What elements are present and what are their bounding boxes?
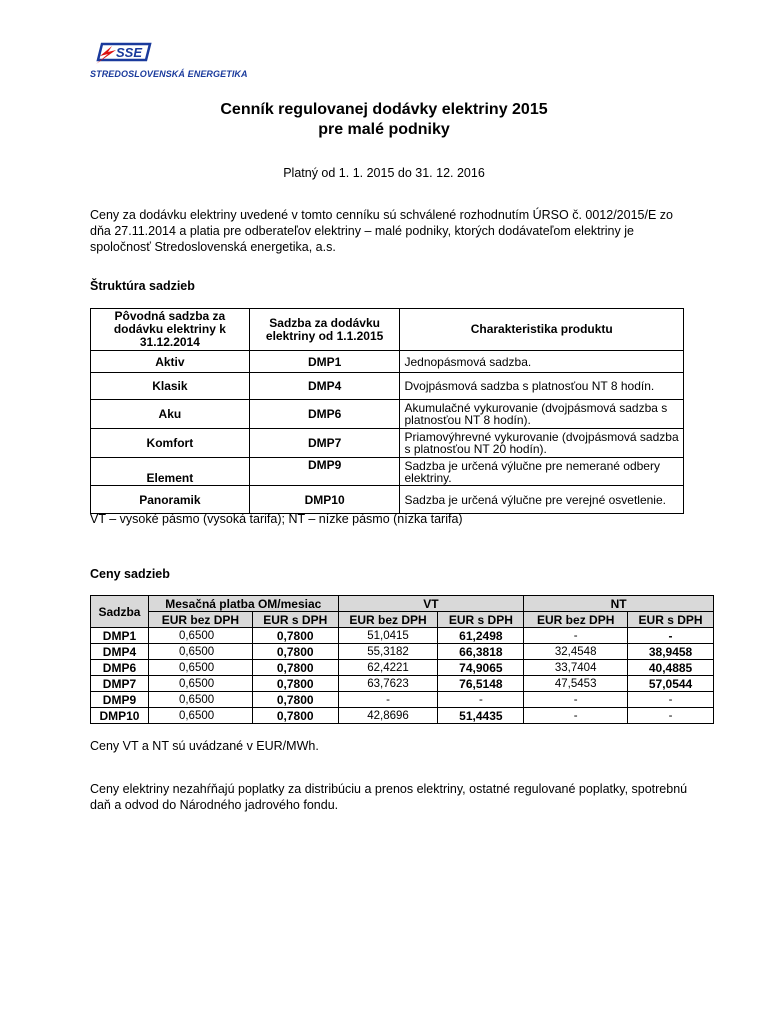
nt-s: 57,0544 bbox=[628, 676, 714, 692]
om-bez: 0,6500 bbox=[148, 708, 252, 724]
nt-s: - bbox=[628, 708, 714, 724]
table-row bbox=[91, 692, 714, 708]
nt-s: - bbox=[628, 692, 714, 708]
nt-bez: - bbox=[524, 708, 628, 724]
old-tariff: Panoramik bbox=[91, 486, 250, 514]
tariff-name: DMP10 bbox=[91, 708, 149, 724]
om-bez: 0,6500 bbox=[148, 644, 252, 660]
new-tariff: DMP1 bbox=[249, 351, 400, 373]
sub-s: EUR s DPH bbox=[438, 612, 524, 628]
new-tariff: DMP7 bbox=[249, 429, 400, 458]
tariff-description: Akumulačné vykurovanie (dvojpásmová sadzba s platnosťou NT 8 hodín). bbox=[400, 400, 684, 429]
om-bez: 0,6500 bbox=[148, 676, 252, 692]
structure-col-desc: Charakteristika produktu bbox=[400, 309, 684, 351]
group-om: Mesačná platba OM/mesiac bbox=[148, 596, 338, 612]
old-tariff: Aku bbox=[91, 400, 250, 429]
vt-s: 61,2498 bbox=[438, 628, 524, 644]
sub-s: EUR s DPH bbox=[628, 612, 714, 628]
om-bez: 0,6500 bbox=[148, 660, 252, 676]
om-bez: 0,6500 bbox=[148, 692, 252, 708]
nt-bez: 32,4548 bbox=[524, 644, 628, 660]
logo-mark: SSE bbox=[116, 45, 143, 60]
om-s: 0,7800 bbox=[252, 644, 338, 660]
vt-bez: 42,8696 bbox=[338, 708, 438, 724]
sub-bez: EUR bez DPH bbox=[524, 612, 628, 628]
vt-bez: 51,0415 bbox=[338, 628, 438, 644]
nt-bez: 33,7404 bbox=[524, 660, 628, 676]
om-s: 0,7800 bbox=[252, 692, 338, 708]
tariff-description: Jednopásmová sadzba. bbox=[400, 351, 684, 373]
old-tariff: Klasik bbox=[91, 373, 250, 400]
table-row bbox=[91, 400, 684, 429]
company-name: STREDOSLOVENSKÁ ENERGETIKA bbox=[90, 69, 248, 79]
old-tariff: Aktiv bbox=[91, 351, 250, 373]
om-bez: 0,6500 bbox=[148, 628, 252, 644]
vt-s: - bbox=[438, 692, 524, 708]
vt-s: 66,3818 bbox=[438, 644, 524, 660]
tariff-description: Sadzba je určená výlučne pre nemerané odbery elektriny. bbox=[400, 458, 684, 486]
structure-col-new: Sadzba za dodávku elektriny od 1.1.2015 bbox=[249, 309, 400, 351]
vt-s: 74,9065 bbox=[438, 660, 524, 676]
structure-col-old: Pôvodná sadzba za dodávku elektriny k 31.12.2014 bbox=[91, 309, 250, 351]
nt-s: 38,9458 bbox=[628, 644, 714, 660]
new-tariff: DMP9 bbox=[249, 458, 400, 486]
vt-s: 76,5148 bbox=[438, 676, 524, 692]
sub-s: EUR s DPH bbox=[252, 612, 338, 628]
units-note: Ceny VT a NT sú uvádzané v EUR/MWh. bbox=[90, 739, 319, 753]
table-row bbox=[91, 351, 684, 373]
new-tariff: DMP10 bbox=[249, 486, 400, 514]
table-row bbox=[91, 676, 714, 692]
tariff-name: DMP6 bbox=[91, 660, 149, 676]
col-sadzba: Sadzba bbox=[91, 596, 149, 628]
nt-bez: 47,5453 bbox=[524, 676, 628, 692]
table-row bbox=[91, 628, 714, 644]
nt-s: - bbox=[628, 628, 714, 644]
group-nt: NT bbox=[524, 596, 714, 612]
structure-heading: Štruktúra sadzieb bbox=[90, 279, 195, 293]
sub-bez: EUR bez DPH bbox=[338, 612, 438, 628]
table-row bbox=[91, 458, 684, 486]
vt-s: 51,4435 bbox=[438, 708, 524, 724]
table-row bbox=[91, 644, 714, 660]
om-s: 0,7800 bbox=[252, 660, 338, 676]
structure-table bbox=[90, 308, 684, 514]
sub-bez: EUR bez DPH bbox=[148, 612, 252, 628]
vt-bez: 55,3182 bbox=[338, 644, 438, 660]
page-title: Cenník regulovanej dodávky elektriny 2015 bbox=[220, 101, 548, 118]
tariff-name: DMP4 bbox=[91, 644, 149, 660]
table-row bbox=[91, 429, 684, 458]
new-tariff: DMP6 bbox=[249, 400, 400, 429]
nt-bez: - bbox=[524, 628, 628, 644]
tariff-name: DMP9 bbox=[91, 692, 149, 708]
group-vt: VT bbox=[338, 596, 524, 612]
prices-table bbox=[90, 595, 714, 724]
tariff-name: DMP7 bbox=[91, 676, 149, 692]
tariff-legend: VT – vysoké pásmo (vysoká tarifa); NT – nízke pásmo (nízka tarifa) bbox=[90, 512, 463, 526]
table-row bbox=[91, 660, 714, 676]
old-tariff: Komfort bbox=[91, 429, 250, 458]
tariff-description: Dvojpásmová sadzba s platnosťou NT 8 hodín. bbox=[400, 373, 684, 400]
intro-paragraph: Ceny za dodávku elektriny uvedené v tomto cenníku sú schválené rozhodnutím ÚRSO č. 0012/2015/E zo dňa 27.11.2014 a platia pre odberateľov elektriny – malé podniky, ktorých dodávateľom elektriny je spoločnosť Stredoslovenská energetika, a.s. bbox=[90, 208, 673, 254]
page-subtitle: pre malé podniky bbox=[318, 121, 450, 138]
nt-bez: - bbox=[524, 692, 628, 708]
validity-period: Platný od 1. 1. 2015 do 31. 12. 2016 bbox=[283, 166, 485, 180]
om-s: 0,7800 bbox=[252, 708, 338, 724]
footer-paragraph: Ceny elektriny nezahŕňajú poplatky za distribúciu a prenos elektriny, ostatné regulované poplatky, spotrebnú daň a odvod do Národného jadrového fondu. bbox=[90, 782, 688, 812]
table-row bbox=[91, 373, 684, 400]
prices-heading: Ceny sadzieb bbox=[90, 567, 170, 581]
tariff-description: Priamovýhrevné vykurovanie (dvojpásmová sadzba s platnosťou NT 20 hodín). bbox=[400, 429, 684, 458]
om-s: 0,7800 bbox=[252, 676, 338, 692]
old-tariff: Element bbox=[91, 458, 250, 486]
om-s: 0,7800 bbox=[252, 628, 338, 644]
nt-s: 40,4885 bbox=[628, 660, 714, 676]
new-tariff: DMP4 bbox=[249, 373, 400, 400]
tariff-description: Sadzba je určená výlučne pre verejné osvetlenie. bbox=[400, 486, 684, 514]
table-row bbox=[91, 486, 684, 514]
table-row bbox=[91, 708, 714, 724]
vt-bez: 62,4221 bbox=[338, 660, 438, 676]
vt-bez: 63,7623 bbox=[338, 676, 438, 692]
tariff-name: DMP1 bbox=[91, 628, 149, 644]
vt-bez: - bbox=[338, 692, 438, 708]
